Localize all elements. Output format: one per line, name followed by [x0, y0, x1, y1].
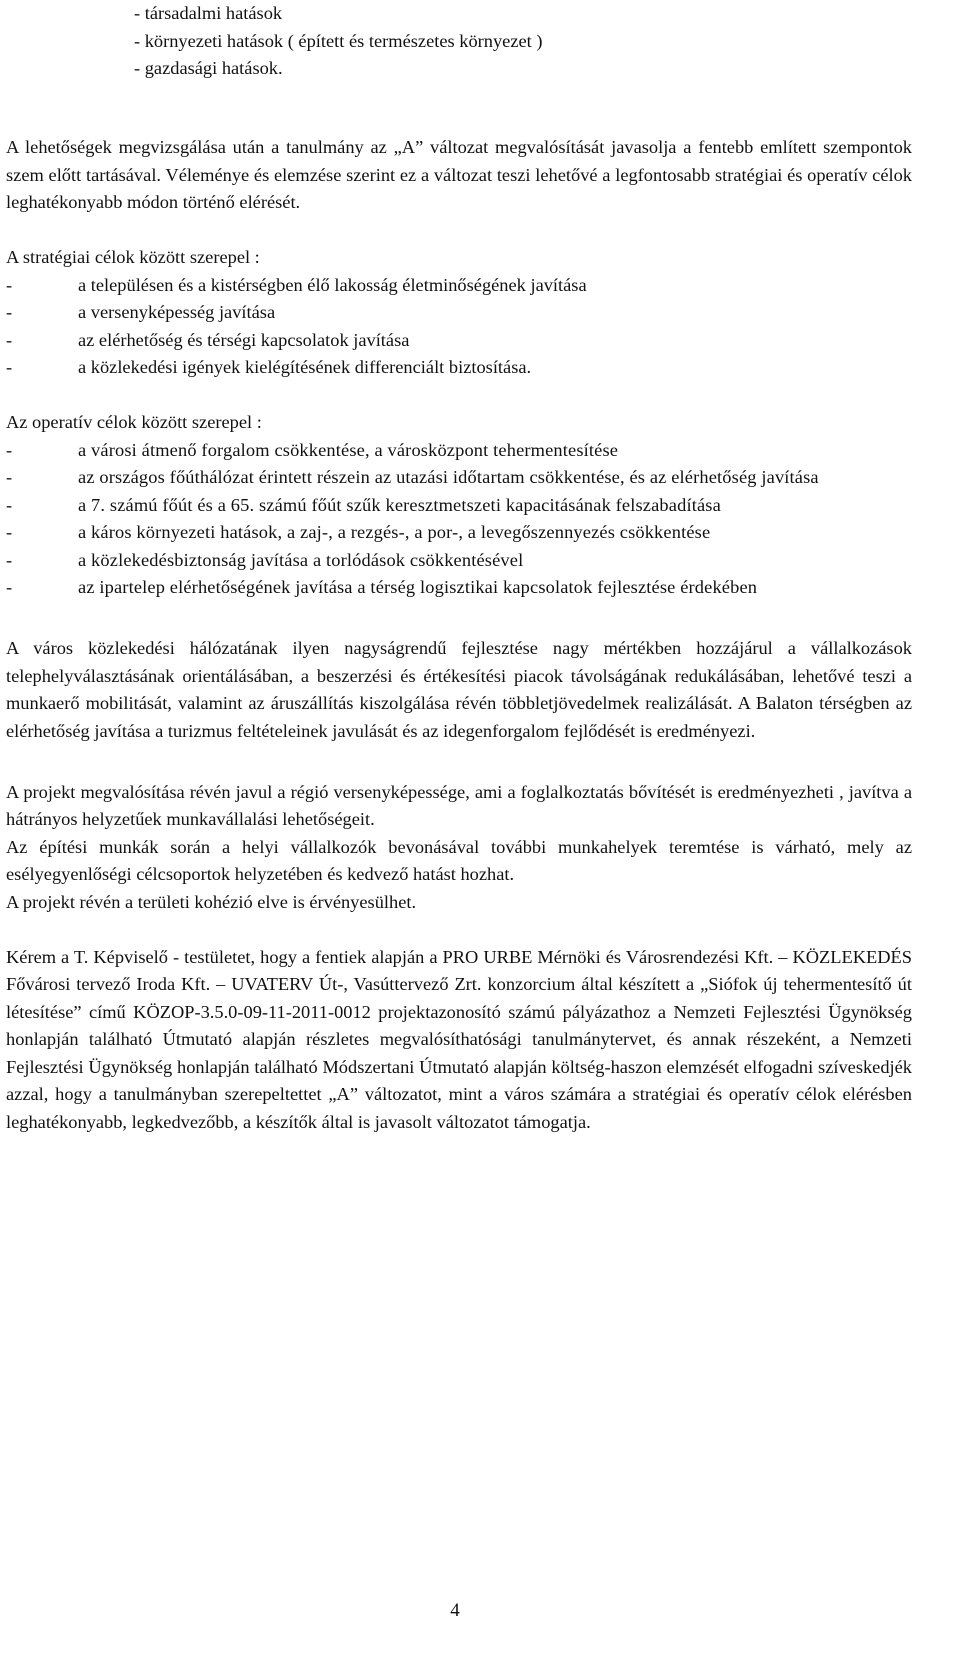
- spacer: [6, 83, 912, 111]
- impact-item-social: - társadalmi hatások: [134, 3, 283, 23]
- list-dash: -: [6, 494, 13, 515]
- project-benefits-sentence: A projekt révén a területi kohézió elve is érvényesülhet.: [6, 891, 417, 912]
- strategic-goal-item: [6, 299, 912, 327]
- spacer: [6, 382, 912, 410]
- request-paragraph: Kérem a T. Képviselő - testületet, hogy a fentiek alapján a PRO URBE Mérnöki és Városrendezési Kft. – KÖZLEKEDÉS Fővárosi tervező Iroda Kft. – UVATERV Út-, Vasúttervező Zrt. konzorcium által készített a „Siófok új tehermentesítő út létesítése” című KÖZOP-3.5.0-09-11-2011-0012 projektazonosító számú pályázathoz a Nemzeti Fejlesztési Ügynökség honlapján található Útmutató alapján részletes megvalósíthatósági tanulmánytervet, és annak részeként, a Nemzeti Fejlesztési Ügynökség honlapján található Módszertani Útmutató alapján költség-haszon elemzését elfogadni szíveskedjék azzal, hogy a tanulmányban szerepeltettet „A” változatot, mint a város számára a stratégiai és operatív célok elérésben leghatékonyabb, legkedvezőbb, a készítők által is javasolt változatot támogatja.: [6, 946, 912, 1132]
- operative-goal-text: az országos főúthálózat érintett részein az utazási időtartam csökkentése, és az elérhetőség javítása: [78, 467, 819, 487]
- spacer: [6, 916, 912, 944]
- impact-item-economic: - gazdasági hatások.: [134, 58, 283, 78]
- operative-goal-item: [6, 492, 912, 520]
- operative-goal-item: [6, 464, 912, 492]
- spacer: [6, 110, 912, 134]
- operative-goal-text: a közlekedésbiztonság javítása a torlódások csökkentésével: [78, 549, 524, 570]
- strategic-goal-item: [6, 327, 912, 355]
- spacer: [6, 602, 912, 630]
- list-dash: -: [6, 329, 13, 350]
- operative-goals-list: [6, 437, 912, 602]
- impact-item-environmental: - környezeti hatások ( épített és természetes környezet ): [134, 30, 543, 51]
- strategic-goals-heading: A stratégiai célok között szerepel :: [6, 247, 260, 267]
- spacer: [6, 217, 912, 245]
- list-dash: -: [6, 577, 13, 597]
- strategic-goal-text: a versenyképesség javítása: [78, 302, 276, 322]
- page-number: 4: [450, 1600, 460, 1621]
- list-dash: -: [6, 549, 13, 570]
- strategic-goals-list: [6, 272, 912, 382]
- project-benefits-sentence: Az építési munkák során a helyi vállalkozók bevonásával további munkahelyek teremtése is várható, mely az esélyegyenlőségi célcsoportok helyzetében és kedvező hatást hozhat.: [6, 836, 912, 884]
- list-dash: -: [6, 467, 13, 487]
- operative-goal-item: [6, 547, 912, 575]
- strategic-goal-text: a közlekedési igények kielégítésének differenciált biztosítása.: [78, 357, 532, 377]
- operative-goal-text: a városi átmenő forgalom csökkentése, a városközpont tehermentesítése: [78, 439, 619, 460]
- project-benefits-sentence: A projekt megvalósítása révén javul a régió versenyképessége, ami a foglalkoztatás bővítését is eredményezheti , javítva a hátrányos helyzetűek munkavállalási lehetőségeit.: [6, 781, 912, 829]
- operative-goals-heading: Az operatív célok között szerepel :: [6, 412, 262, 432]
- operative-goal-item: [6, 519, 912, 547]
- list-dash: -: [6, 357, 13, 377]
- intro-paragraph: A lehetőségek megvizsgálása után a tanulmány az „A” változat megvalósítását javasolja a fentebb említett szempontok szem előtt tartásával. Véleménye és elemzése szerint ez a változat teszi lehetővé a legfontosabb stratégiai és operatív célok leghatékonyabb módon történő elérését.: [6, 137, 912, 212]
- impact-list: [6, 0, 912, 83]
- list-dash: -: [6, 439, 13, 460]
- strategic-goal-text: a településen és a kistérségben élő lakosság életminőségének javítása: [78, 274, 587, 295]
- document-body: [6, 0, 912, 1136]
- operative-goal-text: az ipartelep elérhetőségének javítása a térség logisztikai kapcsolatok fejlesztése érdekében: [78, 577, 758, 597]
- strategic-goal-text: az elérhetőség és térségi kapcsolatok javítása: [78, 329, 410, 350]
- operative-goal-text: a 7. számú főút és a 65. számú főút szűk keresztmetszeti kapacitásának felszabadítása: [78, 494, 721, 515]
- list-dash: -: [6, 274, 13, 295]
- spacer: [6, 745, 912, 773]
- strategic-goal-item: [6, 272, 912, 300]
- strategic-goal-item: [6, 354, 912, 382]
- operative-goal-item: [6, 437, 912, 465]
- operative-goal-text: a káros környezeti hatások, a zaj-, a rezgés-, a por-, a levegőszennyezés csökkentése: [78, 522, 711, 542]
- network-development-paragraph: A város közlekedési hálózatának ilyen nagyságrendű fejlesztése nagy mértékben hozzájárul a vállalkozások telephelyválasztásának orientálásában, a beszerzési és értékesítési piacok távolságának redukálásában, lehetővé teszi a munkaerő mobilitását, valamint az áruszállítás kiszolgálása révén többletjövedelmek realizálását. A Balaton térségben az elérhetőség javítása a turizmus feltételeinek javulását és az idegenforgalom fejlődését is eredményezi.: [6, 638, 912, 741]
- operative-goal-item: [6, 574, 912, 602]
- list-dash: -: [6, 522, 13, 542]
- list-dash: -: [6, 302, 13, 322]
